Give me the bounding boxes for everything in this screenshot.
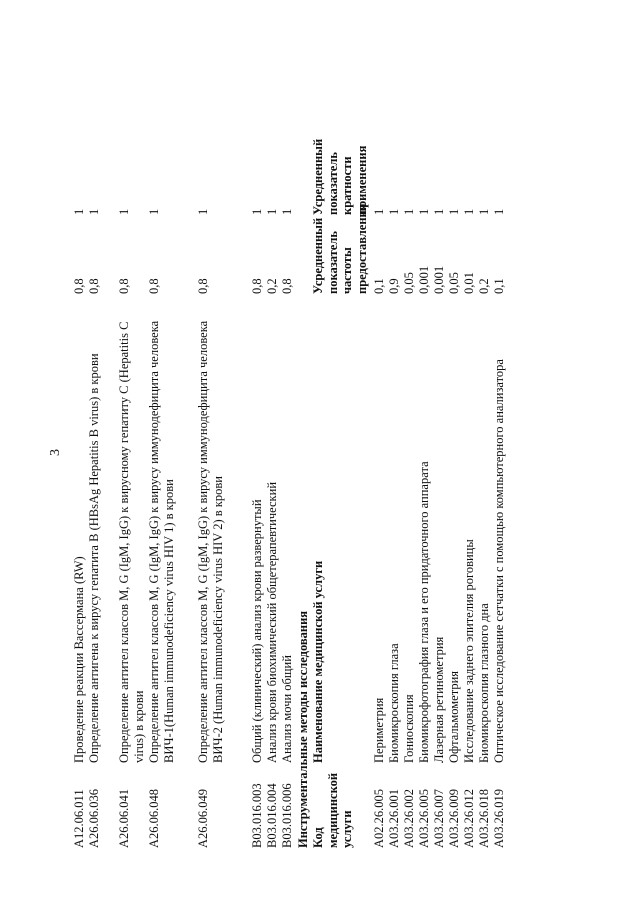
frequency-value: 0,2 [477,278,491,294]
multiplicity-value: 1 [477,208,491,215]
service-code: A03.26.018 [477,788,491,848]
frequency-value: 0,1 [492,278,506,294]
section-title: Инструментальные методы исследования [296,610,310,848]
service-code: A03.26.007 [432,788,446,848]
multiplicity-value: 1 [492,208,506,215]
service-name: Гониоскопия [402,694,416,763]
service-code: A26.06.036 [87,788,101,848]
service-code: B03.016.006 [280,783,294,848]
service-name: Офтальмометрия [447,670,461,763]
service-code: A03.26.005 [417,788,431,848]
frequency-value: 0,8 [196,278,210,294]
frequency-value: 0,01 [462,272,476,294]
service-name: Оптическое исследование сетчатки с помощью компьютерного анализатора [492,359,506,763]
service-name: Биомикроскопия глаза [387,643,401,763]
service-name: Анализ мочи общий [280,655,294,763]
service-code: A26.06.041 [117,788,131,848]
page-number: 3 [48,449,63,456]
service-code: A12.06.011 [72,789,86,848]
service-code: A03.26.002 [402,788,416,848]
frequency-value: 0,8 [280,278,294,294]
multiplicity-value: 1 [147,208,161,215]
multiplicity-value: 1 [372,208,386,215]
service-name: Определение антител классов M, G (IgM, IgG) к вирусу иммунодефицита человека ВИЧ-2 (Human immunodeficiency virus HIV 2) в крови [196,320,225,763]
multiplicity-value: 1 [72,208,86,215]
multiplicity-value: 1 [462,208,476,215]
service-code: A03.26.001 [387,788,401,848]
multiplicity-value: 1 [402,208,416,215]
frequency-value: 0,9 [387,278,401,294]
services-table [72,58,592,848]
service-code: A26.06.049 [196,788,210,848]
service-name: Периметрия [372,697,386,763]
frequency-value: 0,001 [432,265,446,294]
frequency-value: 0,8 [147,278,161,294]
service-name: Биомикрофотография глаза и его придаточного аппарата [417,461,431,763]
service-name: Проведение реакции Вассермана (RW) [72,556,86,763]
multiplicity-value: 1 [265,208,279,215]
service-name: Биомикроскопия глазного дна [477,603,491,763]
multiplicity-value: 1 [417,208,431,215]
header-code: Код медицинской услуги [311,772,354,848]
service-code: A26.06.048 [147,788,161,848]
multiplicity-value: 1 [280,208,294,215]
multiplicity-value: 1 [87,208,101,215]
frequency-value: 0,1 [372,278,386,294]
service-code: A02.26.005 [372,788,386,848]
multiplicity-value: 1 [250,208,264,215]
service-code: B03.016.003 [250,783,264,848]
frequency-value: 0,2 [265,278,279,294]
frequency-value: 0,8 [117,278,131,294]
service-name: Исследование заднего эпителия роговицы [462,539,476,763]
service-name: Общий (клинический) анализ крови развернутый [250,499,264,763]
service-name: Определение антигена к вирусу гепатита B (HBsAg Hepatitis B virus) в крови [87,353,101,763]
service-code: A03.26.009 [447,788,461,848]
service-name: Определение антител классов M, G (IgM, IgG) к вирусному гепатиту C (Hepatitis C virus) в крови [117,321,146,763]
service-code: A03.26.019 [492,788,506,848]
header-multiplicity: Усредненный показатель кратности применения [311,138,369,215]
multiplicity-value: 1 [447,208,461,215]
frequency-value: 0,8 [250,278,264,294]
service-name: Определение антител классов M, G (IgM, IgG) к вирусу иммунодефицита человека ВИЧ-1(Human immunodeficiency virus HIV 1) в крови [147,320,176,763]
frequency-value: 0,05 [402,272,416,294]
service-code: B03.016.004 [265,783,279,848]
multiplicity-value: 1 [196,208,210,215]
service-name: Лазерная ретинометрия [432,636,446,763]
frequency-value: 0,8 [87,278,101,294]
service-code: A03.26.012 [462,788,476,848]
multiplicity-value: 1 [387,208,401,215]
multiplicity-value: 1 [432,208,446,215]
frequency-value: 0,05 [447,272,461,294]
header-name: Наименование медицинской услуги [311,560,325,763]
frequency-value: 0,8 [72,278,86,294]
header-frequency: Усредненный показатель частоты предоставления [311,203,369,294]
multiplicity-value: 1 [117,208,131,215]
frequency-value: 0,001 [417,265,431,294]
service-name: Анализ крови биохимический общетерапевтический [265,481,279,763]
